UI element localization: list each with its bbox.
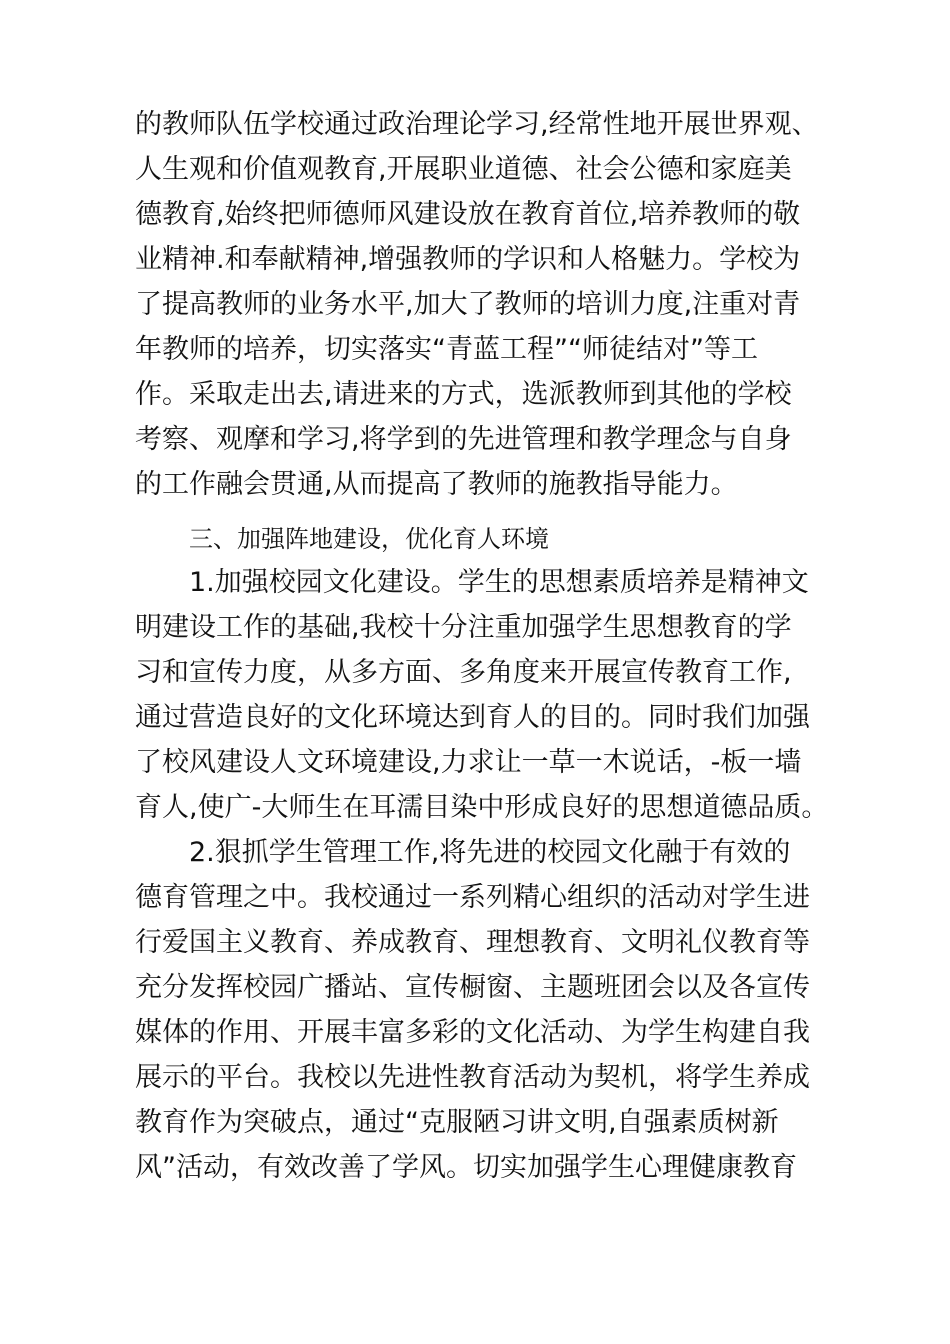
section-heading: 三、加强阵地建设，优化育人环境 bbox=[189, 525, 549, 553]
paragraph-line: 育人,使广-大师生在耳濡目染中形成良好的思想道德品质。 bbox=[135, 792, 829, 823]
paragraph-line: 了校风建设人文环境建设,力求让一草一木说话，-板一墙 bbox=[135, 747, 802, 778]
paragraph-line: 考察、观摩和学习,将学到的先进管理和教学理念与自身 bbox=[135, 424, 792, 455]
paragraph-line: 的教师队伍学校通过政治理论学习,经常性地开展世界观、 bbox=[135, 109, 819, 140]
paragraph-line: 了提高教师的业务水平,加大了教师的培训力度,注重对青 bbox=[135, 289, 801, 320]
paragraph-line: 德育管理之中。我校通过一系列精心组织的活动对学生进 bbox=[135, 882, 810, 913]
paragraph-line: 人生观和价值观教育,开展职业道德、社会公德和家庭美 bbox=[135, 154, 792, 185]
paragraph-line: 的工作融会贯通,从而提高了教师的施教指导能力。 bbox=[135, 469, 738, 500]
paragraph-line: 教育作为突破点，通过“克服陋习讲文明,自强素质树新 bbox=[135, 1107, 779, 1138]
paragraph-line: 明建设工作的基础,我校十分注重加强学生思想教育的学 bbox=[135, 612, 792, 643]
paragraph-line: 媒体的作用、开展丰富多彩的文化活动、为学生构建自我 bbox=[135, 1017, 810, 1048]
paragraph-line: 展示的平台。我校以先进性教育活动为契机，将学生养成 bbox=[135, 1062, 810, 1093]
paragraph-line: 行爱国主义教育、养成教育、理想教育、文明礼仪教育等 bbox=[135, 927, 810, 958]
paragraph-line: 1.加强校园文化建设。学生的思想素质培养是精神文 bbox=[189, 567, 809, 598]
paragraph-line: 通过营造良好的文化环境达到育人的目的。同时我们加强 bbox=[135, 702, 810, 733]
paragraph-line: 2.狠抓学生管理工作,将先进的校园文化融于有效的 bbox=[189, 837, 791, 868]
paragraph-line: 习和宣传力度，从多方面、多角度来开展宣传教育工作, bbox=[135, 657, 792, 688]
paragraph-line: 充分发挥校园广播站、宣传橱窗、主题班团会以及各宣传 bbox=[135, 972, 810, 1003]
paragraph-line: 作。采取走出去,请进来的方式，选派教师到其他的学校 bbox=[135, 379, 792, 410]
paragraph-line: 德教育,始终把师德师风建设放在教育首位,培养教师的敬 bbox=[135, 199, 801, 230]
paragraph-line: 风”活动，有效改善了学风。切实加强学生心理健康教育 bbox=[135, 1152, 797, 1183]
paragraph-line: 年教师的培养，切实落实“青蓝工程”“师徒结对”等工 bbox=[135, 334, 758, 365]
paragraph-line: 业精神.和奉献精神,增强教师的学识和人格魅力。学校为 bbox=[135, 244, 801, 275]
